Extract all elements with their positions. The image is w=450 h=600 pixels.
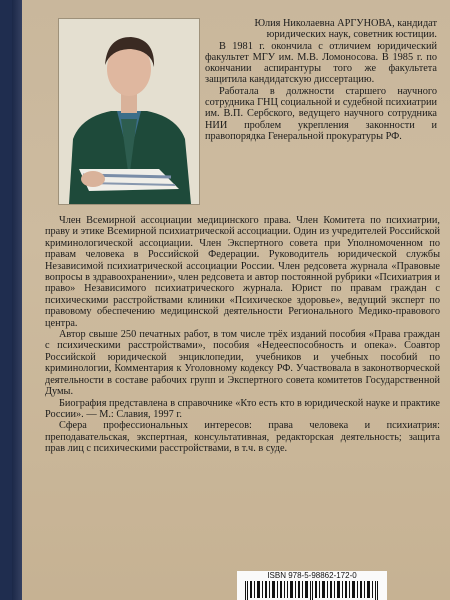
bio-paragraph-publications: Автор свыше 250 печатных работ, в том числе трёх изданий пособия «Права граждан с психическими расстройствами», пособия «Недееспособность и опека». Соавтор Российской юридической энциклопедии, учебников и учебных пособий по криминологии, Комментария к Уголовному кодексу РФ. Участвовала в законотворческой деятельности в составе рабочих групп и Экспертного совета комитетов Государственной Думы. (45, 329, 440, 398)
bio-paragraph-interests: Сфера профессиональных интересов: права человека и психиатрия: преподавательская, экспертная, консультативная, редакторская деятельность; защита прав лиц с психическими расстройствами, в т.ч. в суде. (45, 420, 440, 455)
author-name: Юлия Николаевна АРГУНОВА, (254, 18, 395, 29)
barcode-icon (243, 581, 381, 600)
bio-paragraph-career: Работала в должности старшего научного сотрудника ГНЦ социальной и судебной психиатрии им. В.П. Сербского, ведущего научного сотрудника НИИ проблем укрепления законности и правопорядка Генеральной прокуратуры РФ. (205, 85, 437, 142)
bio-paragraph-reference: Биография представлена в справочнике «Кто есть кто в юридической науке и практике России». — М.: Славия, 1997 г. (45, 397, 440, 420)
author-photo (58, 18, 200, 205)
bio-paragraph-education: В 1981 г. окончила с отличием юридический факультет МГУ им. М.В. Ломоносова. В 1985 г. по окончании аспирантуры того же факультета защитила кандидатскую диссертацию. (205, 40, 437, 86)
bio-paragraph-memberships: Член Всемирной ассоциации медицинского права. Член Комитета по психиатрии, праву и этике Всемирной психиатрической ассоциации. Один из учредителей Российской криминологической ассоциации. Член Экспертного совета при Уполномоченном по правам человека в Российской Федерации. Руководитель юридической службы Независимой психиатрической ассоциации России. Член редсовета журнала «Правовые вопросы в здравоохранении», член редсовета и автор постоянной рубрики «Психиатрия и право» Независимого психиатрического журнала. Юрист по правам граждан с психическими расстройствами клиники «Психическое здоровье», ведущий эксперт по правовому обеспечению медицинской деятельности Регионального Медико-правового центра. (45, 215, 440, 329)
author-title: кандидат юридических наук, советник юстиции. (266, 18, 437, 41)
isbn-barcode-label (237, 571, 387, 600)
author-bio-top (205, 18, 437, 142)
author-bio-main (45, 215, 440, 455)
isbn-number: ISBN 978-5-98862-172-0 (267, 571, 357, 580)
author-portrait-image (59, 19, 199, 204)
